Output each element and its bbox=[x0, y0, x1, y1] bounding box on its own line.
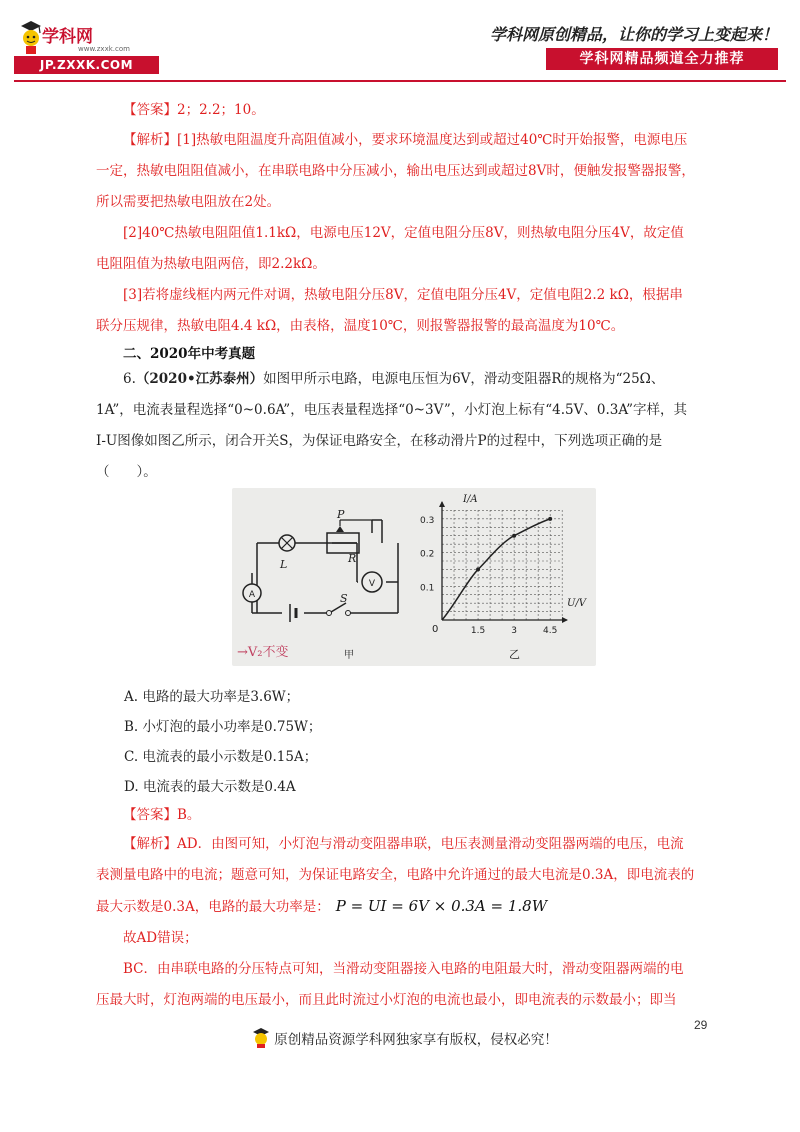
label-a: A bbox=[248, 590, 256, 600]
label-r: R bbox=[348, 552, 357, 565]
iu-graph bbox=[420, 501, 568, 636]
answer-2 bbox=[96, 800, 696, 831]
analysis-paragraph: 故AD错误； bbox=[123, 930, 198, 946]
circuit-caption: 甲 bbox=[344, 650, 354, 661]
y-tick-label: 0.1 bbox=[420, 583, 435, 594]
footer-text: 原创精品资源学科网独家享有版权，侵权必究！ bbox=[274, 1032, 558, 1048]
label-s: S bbox=[340, 592, 348, 605]
site-logo bbox=[14, 18, 159, 76]
page-number: 29 bbox=[694, 1018, 708, 1032]
question-text: 如图甲所示电路，电源电压恒为6V，滑动变阻器R的规格为“25Ω、1A”，电流表量程选择“0~0.6A”，电压表量程选择“0~3V”，小灯泡上标有“4.5V、0.3A”字样，其I-U图像如图乙所示，闭合开关S，为保证电路安全，在移动滑片P的过程中，下列选项正确的是（ ）。 bbox=[96, 371, 687, 480]
x-axis-label: U/V bbox=[567, 598, 587, 609]
question-6 bbox=[96, 364, 696, 488]
section-title: 二、2020年中考真题 bbox=[123, 346, 256, 362]
data-point bbox=[548, 517, 552, 521]
label-v: V bbox=[368, 579, 376, 589]
logo-subtext: www.zxxk.com bbox=[78, 45, 130, 53]
header-slogan: 学科网原创精品，让你的学习上变起来！ bbox=[489, 25, 778, 44]
analysis-paragraph: [2]40℃热敏电阻阻值1.1kΩ，电源电压12V，定值电阻分压8V，则热敏电阻分压4V，故定值电阻阻值为热敏电阻两倍，即2.2kΩ。 bbox=[96, 225, 684, 272]
x-tick-label: 3 bbox=[511, 626, 517, 636]
logo-url: JP.ZXXK.COM bbox=[14, 56, 159, 74]
analysis-paragraph: BC．由串联电路的分压特点可知，当滑动变阻器接入电路的电阻最大时，滑动变阻器两端的电压最大时，灯泡两端的电压最小，而且此时流过小灯泡的电流也最小，即电流表的示数最小；即当 bbox=[96, 961, 684, 1008]
analysis-paragraph: [3]若将虚线框内两元件对调，热敏电阻分压8V，定值电阻分压4V，定值电阻2.2 kΩ，根据串联分压规律，热敏电阻4.4 kΩ，由表格，温度10℃，则报警器报警的最高温度为10℃。 bbox=[96, 287, 683, 334]
options-list bbox=[124, 682, 684, 802]
option-d: D. 电流表的最大示数是0.4A bbox=[124, 779, 296, 795]
analysis-tag: 【解析】 bbox=[123, 132, 177, 148]
y-axis-arrow bbox=[439, 501, 445, 507]
answer-text: B。 bbox=[177, 807, 201, 823]
analysis-1 bbox=[96, 125, 696, 342]
analysis-paragraph: AD．由图可知，小灯泡与滑动变阻器串联，电压表测量滑动变阻器两端的电压，电流表测量电路中的电流；题意可知，为保证电路安全，电路中允许通过的最大电流是0.3A，即电流表的最大示数是0.3A，电路的最大功率是： bbox=[96, 836, 695, 915]
answer-tag: 【答案】 bbox=[123, 102, 177, 118]
origin-label: 0 bbox=[432, 624, 439, 635]
x-tick-label: 1.5 bbox=[470, 626, 486, 636]
mascot-icon bbox=[252, 1028, 270, 1048]
x-tick-label: 4.5 bbox=[543, 626, 558, 636]
data-point bbox=[476, 567, 480, 571]
answer-1 bbox=[96, 95, 696, 126]
label-p: P bbox=[337, 508, 345, 521]
graph-caption: 乙 bbox=[509, 648, 520, 661]
logo-text: 学科网 bbox=[42, 27, 93, 47]
header-recommend-banner: 学科网精品频道全力推荐 bbox=[546, 48, 778, 70]
question-number: 6. bbox=[123, 371, 136, 387]
x-axis-arrow bbox=[562, 617, 568, 623]
y-tick-label: 0.2 bbox=[420, 549, 435, 560]
question-figure bbox=[232, 488, 596, 666]
label-l: L bbox=[280, 558, 288, 571]
header-divider bbox=[14, 80, 786, 82]
answer-tag: 【答案】 bbox=[123, 807, 177, 823]
y-axis-label: I/A bbox=[463, 494, 478, 505]
battery-icon bbox=[290, 604, 296, 622]
answer-text: 2；2.2；10。 bbox=[177, 102, 265, 118]
power-formula: P = UI = 6V × 0.3A = 1.8W bbox=[335, 897, 548, 915]
mascot-icon bbox=[18, 20, 44, 54]
question-source: （2020•江苏泰州） bbox=[135, 371, 264, 387]
option-a: A. 电路的最大功率是3.6W； bbox=[124, 689, 300, 705]
analysis-tag: 【解析】 bbox=[123, 836, 177, 852]
figure-svg bbox=[232, 488, 596, 666]
analysis-2 bbox=[96, 829, 696, 1016]
footer-copyright bbox=[252, 1028, 558, 1048]
handwritten-note: →V₂不变 bbox=[237, 645, 289, 660]
option-b: B. 小灯泡的最小功率是0.75W； bbox=[124, 719, 322, 735]
data-point bbox=[512, 534, 516, 538]
option-c: C. 电流表的最小示数是0.15A； bbox=[124, 749, 318, 765]
y-tick-label: 0.3 bbox=[420, 515, 435, 526]
analysis-paragraph: [1]热敏电阻温度升高阻值减小，要求环境温度达到或超过40℃时开始报警，电源电压一定，热敏电阻阻值减小，在串联电路中分压减小，输出电压达到或超过8V时，便触发报警器报警，所以需要把热敏电阻放在2处。 bbox=[96, 132, 695, 210]
